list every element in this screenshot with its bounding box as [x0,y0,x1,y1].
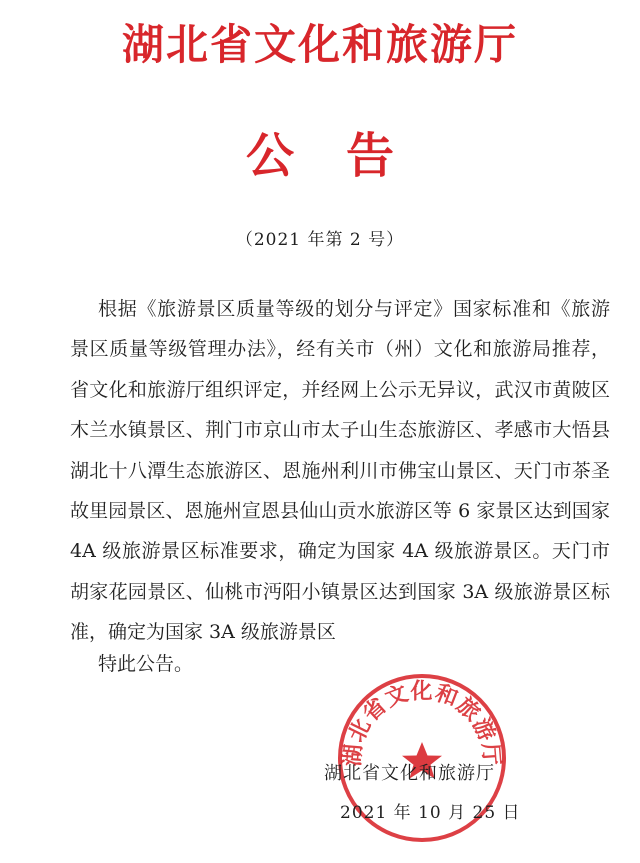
closing-statement: 特此公告。 [98,653,194,675]
announcement-body [70,289,610,653]
body-line: 4A 级旅游景区标准要求，确定为国家 4A 级旅游景区。天门市 [70,540,610,563]
body-line: 景区质量等级管理办法》，经有关市（州）文化和旅游局推荐， [70,338,610,361]
body-line: 准，确定为国家 3A 级旅游景区 [70,621,336,644]
body-line: 胡家花园景区、仙桃市沔阳小镇景区达到国家 3A 级旅游景区标 [70,580,610,603]
signature-date: 2021 年 10 月 25 日 [340,803,521,823]
body-line: 故里园景区、恩施州宣恩县仙山贡水旅游区等 6 家景区达到国家 [70,499,610,522]
document-title: 公告 [245,128,446,184]
issuing-agency-title: 湖北省文化和旅游厅 [121,20,518,69]
body-line: 省文化和旅游厅组织评定，并经网上公示无异议，武汉市黄陂区 [70,378,610,401]
body-line: 根据《旅游景区质量等级的划分与评定》国家标准和《旅游 [98,298,610,320]
signature-org: 湖北省文化和旅游厅 [324,763,495,784]
body-line: 木兰水镇景区、荆门市京山市太子山生态旅游区、孝感市大悟县 [70,419,610,442]
seal-text: 湖北省文化和旅游厅 [340,679,504,768]
body-line: 湖北十八潭生态旅游区、恩施州利川市佛宝山景区、天门市茶圣 [70,459,610,482]
document-number: （2021 年第 2 号） [235,230,405,250]
